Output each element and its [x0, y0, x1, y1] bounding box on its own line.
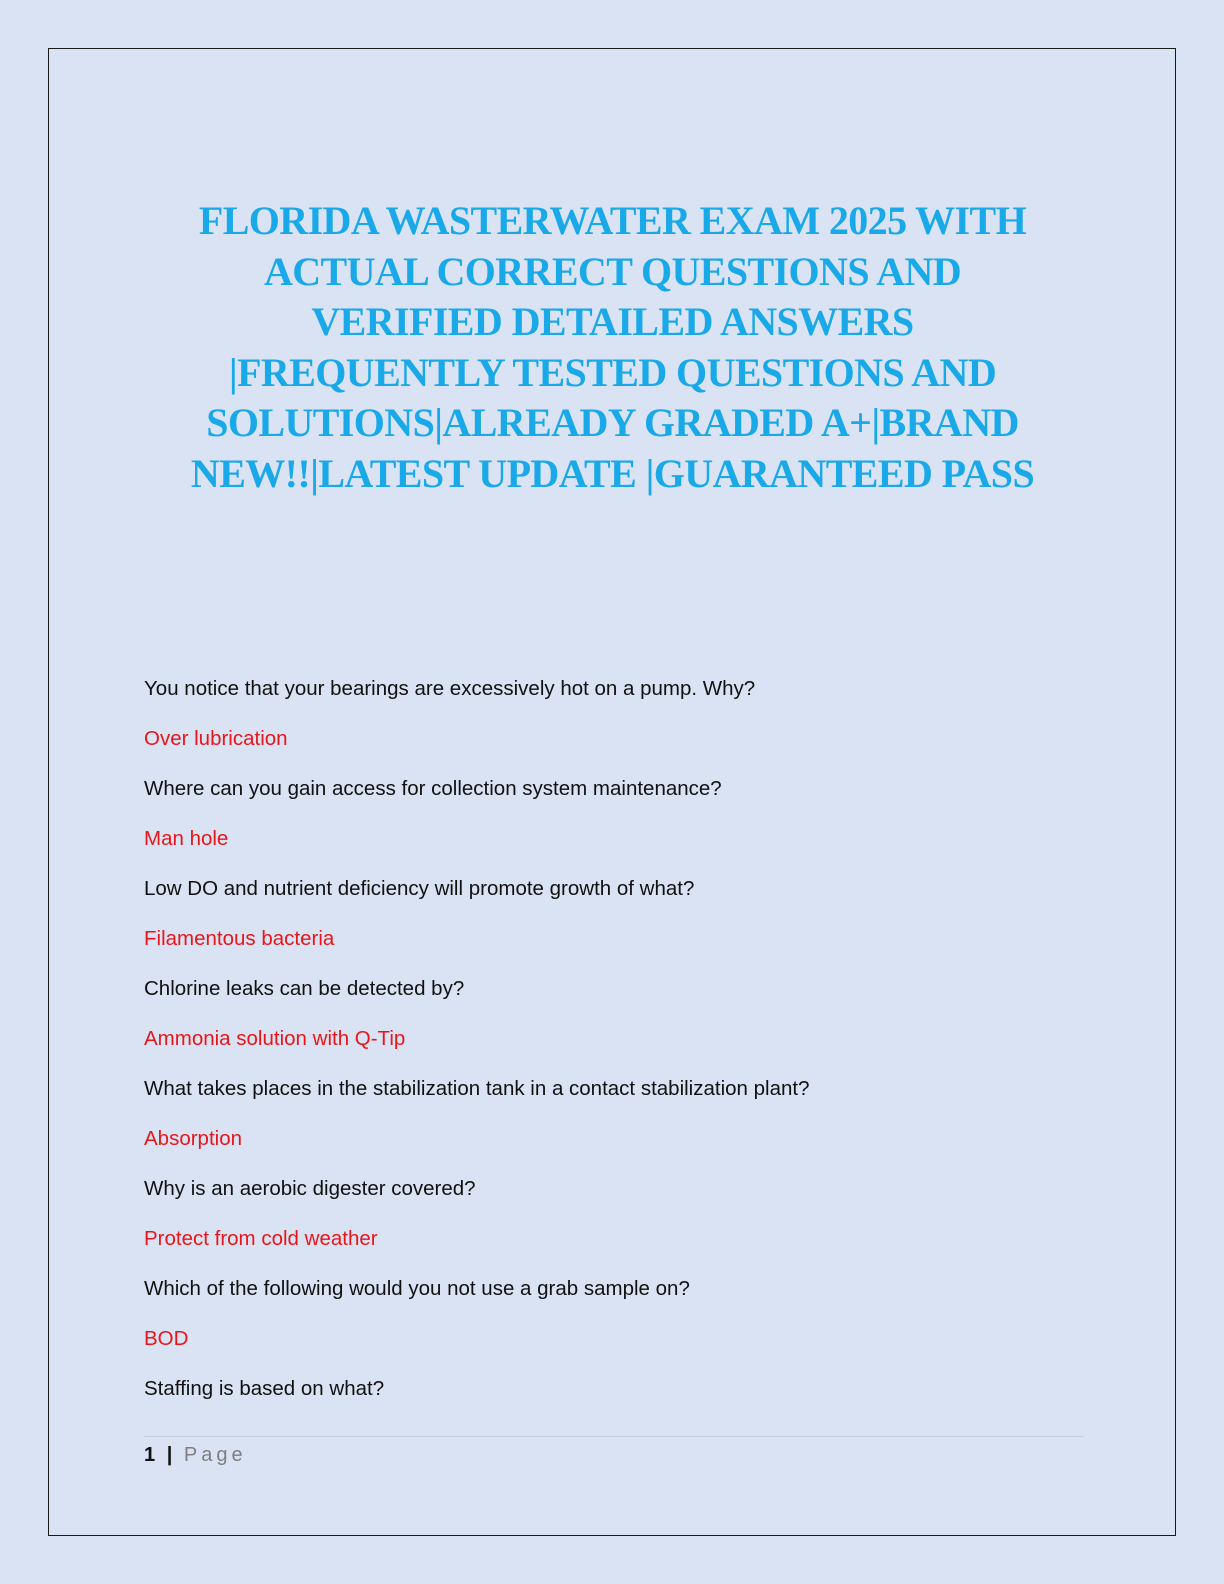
page-label: Page [183, 1444, 247, 1466]
title-line: NEW!!|LATEST UPDATE |GUARANTEED PASS [190, 450, 1035, 496]
title-line: SOLUTIONS|ALREADY GRADED A+|BRAND [206, 400, 1019, 445]
answer-text: Over lubrication [144, 727, 288, 750]
page-number: 1 [144, 1444, 156, 1466]
answer-text: Ammonia solution with Q-Tip [144, 1027, 406, 1050]
document-title [140, 196, 1085, 499]
qa-list [144, 674, 1084, 1424]
title-line: |FREQUENTLY TESTED QUESTIONS AND [228, 349, 997, 395]
question-text: What takes places in the stabilization tank in a contact stabilization plant? [144, 1077, 810, 1100]
question-text: Chlorine leaks can be detected by? [144, 977, 465, 1000]
page-footer [144, 1441, 247, 1469]
question-text: Low DO and nutrient deficiency will promote growth of what? [144, 877, 695, 900]
footer-divider [144, 1436, 1084, 1437]
answer-text: Man hole [144, 827, 229, 850]
question-text: Why is an aerobic digester covered? [144, 1177, 476, 1200]
question-text: Which of the following would you not use a grab sample on? [144, 1277, 690, 1300]
answer-text: Protect from cold weather [144, 1227, 378, 1250]
question-text: Where can you gain access for collection system maintenance? [144, 777, 722, 800]
title-line: FLORIDA WASTERWATER EXAM 2025 WITH [198, 198, 1027, 243]
answer-text: BOD [144, 1327, 189, 1350]
answer-text: Absorption [144, 1127, 243, 1150]
question-text: You notice that your bearings are excessively hot on a pump. Why? [144, 677, 756, 700]
title-line: VERIFIED DETAILED ANSWERS [311, 299, 914, 344]
answer-text: Filamentous bacteria [144, 927, 335, 950]
title-line: ACTUAL CORRECT QUESTIONS AND [263, 248, 962, 294]
question-text: Staffing is based on what? [144, 1377, 385, 1400]
footer-separator: | [166, 1444, 173, 1466]
